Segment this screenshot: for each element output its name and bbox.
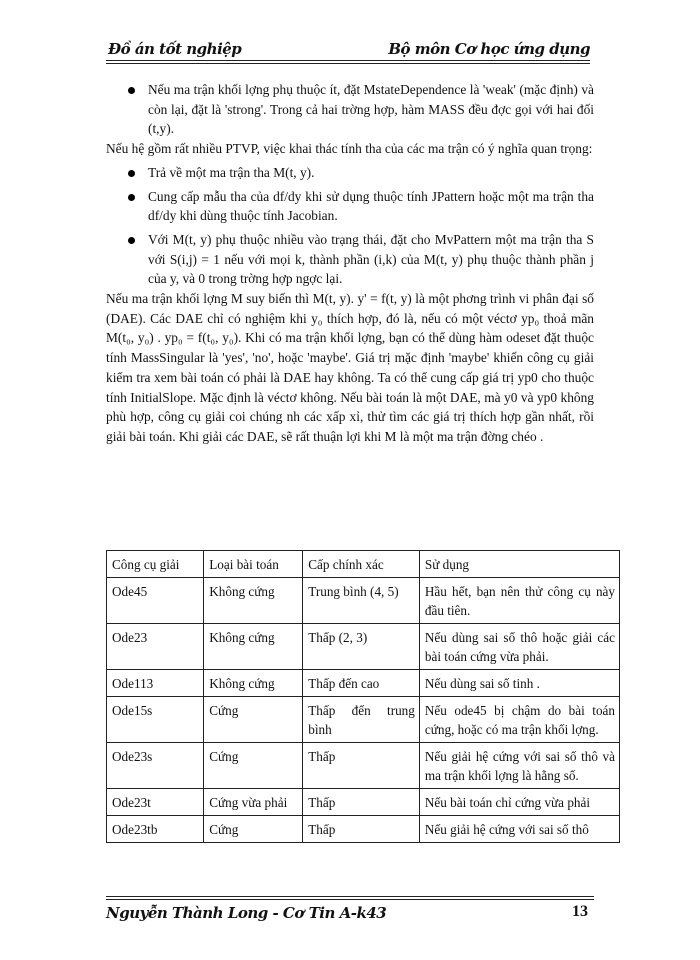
table-cell: Nếu giải hệ cứng với sai số thô xyxy=(419,816,619,843)
table-cell: Nếu bài toán chỉ cứng vừa phải xyxy=(419,789,619,816)
table-row xyxy=(107,624,620,670)
body-text xyxy=(106,80,594,447)
bullet-item xyxy=(106,163,594,183)
paragraph: Nếu hệ gồm rất nhiều PTVP, việc khai thác tính tha của các ma trận có ý nghĩa quan trọng: xyxy=(106,141,593,157)
table-cell: Trung bình (4, 5) xyxy=(303,578,420,624)
bullet-text: Nếu ma trận khối lợng phụ thuộc ít, đặt MstateDependence là 'weak' (mặc định) và còn lại, đặt là 'strong'. Trong cả hai trờng hợp, hàm MASS đều đợc gọi với hai đối (t,y). xyxy=(148,82,594,137)
table-cell: Ode15s xyxy=(107,697,204,743)
table-cell: Không cứng xyxy=(204,578,303,624)
table-row xyxy=(107,743,620,789)
footer-rule xyxy=(106,896,594,897)
bullet-icon xyxy=(128,194,135,201)
table-cell: Ode113 xyxy=(107,670,204,697)
table-cell: Cứng xyxy=(204,743,303,789)
paragraph: Nếu ma trận khối lợng M suy biến thì M(t, y). y' = f(t, y) là một phơng trình vi phân đại số (DAE). Các DAE chỉ có nghiệm khi y₀ thích hợp, đó là, nếu có một véctơ yp₀ thoả mãn M(t₀, y₀) . yp₀ = f(t₀, y₀). Khi có ma trận khối lợng, bạn có thể dùng hàm odeset đặt thuộc tính MassSingular là 'yes', 'no', hoặc 'maybe'. Giá trị mặc định 'maybe' khiến công cụ giải kiểm tra xem bài toán có phải là DAE hay không. Ta có thể cung cấp giá trị yp0 cho thuộc tính InitialSlope. Mặc định là véctơ không. Nếu bài toán là một DAE, mà y0 và yp0 không phù hợp, công cụ giải coi chúng nh các xấp xỉ, thử tìm các giá trị thích hợp gần nhất, rồi giải bài toán. Khi giải các DAE, sẽ rất thuận lợi khi M là một ma trận đờng chéo . xyxy=(106,291,594,444)
table-header-cell: Công cụ giải xyxy=(107,551,204,578)
bullet-text: Cung cấp mẫu tha của df/dy khi sử dụng thuộc tính JPattern hoặc một ma trận tha df/dy khi dùng thuộc tính Jacobian. xyxy=(148,188,594,224)
table-cell: Không cứng xyxy=(204,670,303,697)
header-right-title: Bộ môn Cơ học ứng dụng xyxy=(388,40,590,58)
table-header-cell: Sử dụng xyxy=(419,551,619,578)
header-rule xyxy=(106,60,590,61)
footer-author: Nguyễn Thành Long - Cơ Tin A-k43 xyxy=(106,904,387,922)
bullet-text: Với M(t, y) phụ thuộc nhiều vào trạng thái, đặt cho MvPattern một ma trận tha S với S(i,j) = 1 nếu với mọi k, thành phần (i,k) của M(t, y) phụ thuộc thành phần j của y, và 0 trong trờng hợp ngợc lại. xyxy=(148,231,594,287)
table-header-row xyxy=(107,551,620,578)
bullet-item xyxy=(106,230,594,289)
table-cell: Nếu dùng sai số tinh . xyxy=(419,670,619,697)
bullet-icon xyxy=(128,237,135,244)
bullet-icon xyxy=(128,87,135,94)
table-row xyxy=(107,578,620,624)
table-cell: Cứng xyxy=(204,697,303,743)
table-cell: Ode23t xyxy=(107,789,204,816)
bullet-item xyxy=(106,80,594,139)
table-cell: Ode23s xyxy=(107,743,204,789)
table-cell: Thấp xyxy=(303,816,420,843)
page-number: 13 xyxy=(572,903,588,920)
table-cell: Nếu dùng sai số thô hoặc giải các bài toán cứng vừa phải. xyxy=(419,624,619,670)
table-cell: Ode23tb xyxy=(107,816,204,843)
bullet-text: Trả về một ma trận tha M(t, y). xyxy=(148,164,315,180)
table-cell: Thấp đến trung bình xyxy=(303,697,420,743)
table-cell: Thấp đến cao xyxy=(303,670,420,697)
page-footer xyxy=(106,896,594,922)
page-header xyxy=(106,40,590,60)
bullet-icon xyxy=(128,170,135,177)
table-cell: Thấp (2, 3) xyxy=(303,624,420,670)
header-rule-double xyxy=(106,63,590,64)
solver-table xyxy=(106,550,620,843)
table-cell: Ode23 xyxy=(107,624,204,670)
table-header-cell: Loại bài toán xyxy=(204,551,303,578)
table-cell: Không cứng xyxy=(204,624,303,670)
table-cell: Nếu ode45 bị chậm do bài toán cứng, hoặc có ma trận khối lợng. xyxy=(419,697,619,743)
bullet-item xyxy=(106,187,594,226)
table-cell: Nếu giải hệ cứng với sai số thô và ma trận khối lợng là hằng số. xyxy=(419,743,619,789)
table-row xyxy=(107,697,620,743)
table-cell: Hầu hết, bạn nên thử công cụ này đầu tiên. xyxy=(419,578,619,624)
footer-rule-double xyxy=(106,899,594,900)
table-cell: Cứng xyxy=(204,816,303,843)
table-cell: Thấp xyxy=(303,789,420,816)
table-row xyxy=(107,670,620,697)
table-row xyxy=(107,789,620,816)
table-cell: Thấp xyxy=(303,743,420,789)
table-cell: Cứng vừa phải xyxy=(204,789,303,816)
table-cell: Ode45 xyxy=(107,578,204,624)
header-left-title: Đồ án tốt nghiệp xyxy=(108,40,242,58)
table-row xyxy=(107,816,620,843)
table-header-cell: Cấp chính xác xyxy=(303,551,420,578)
